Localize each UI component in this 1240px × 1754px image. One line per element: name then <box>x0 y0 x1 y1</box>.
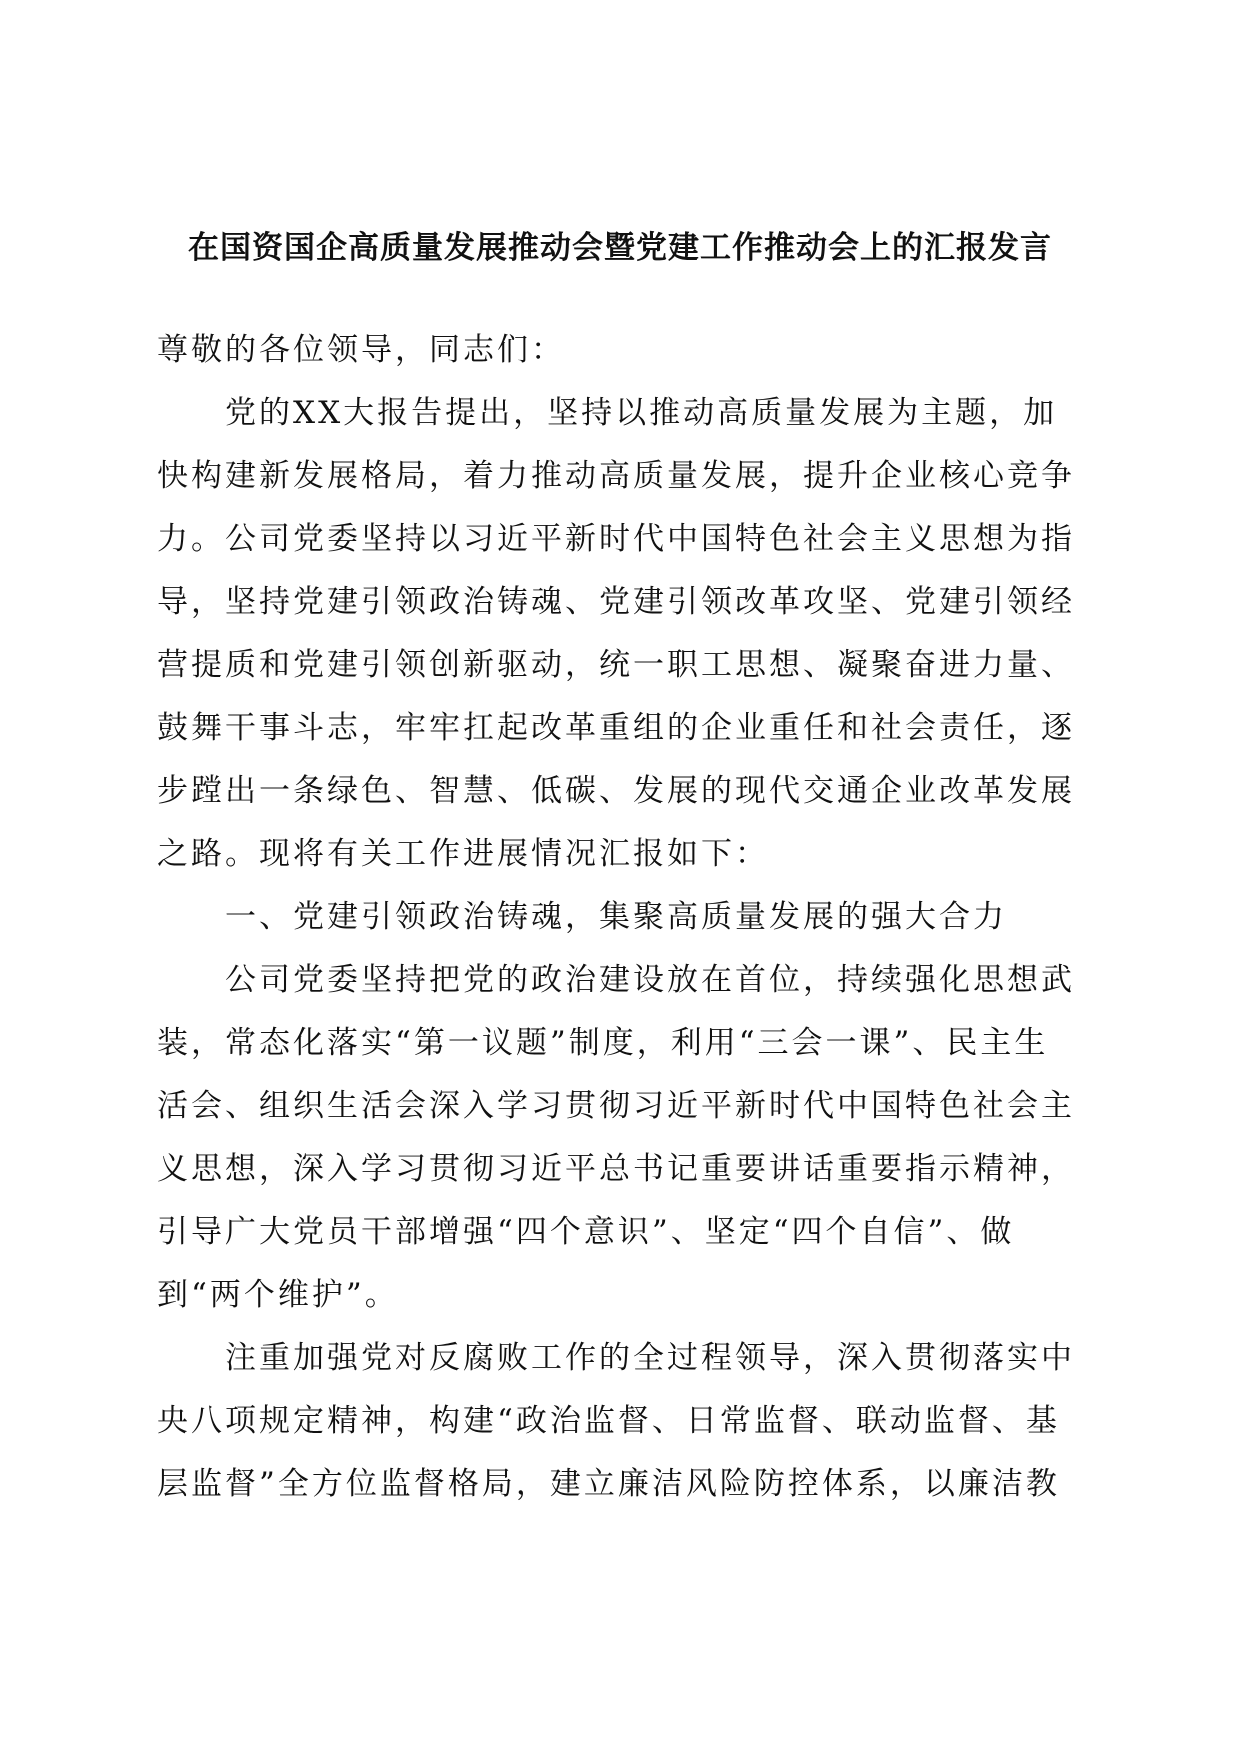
document-title: 在国资国企高质量发展推动会暨党建工作推动会上的汇报发言 <box>188 230 1052 266</box>
paragraph-political: 公司党委坚持把党的政治建设放在首位，持续强化思想武装，常态化落实“第一议题”制度，利用“三会一课”、民主生活会、组织生活会深入学习贯彻习近平新时代中国特色社会主义思想，深入学习贯彻习近平总书记重要讲话重要指示精神，引导广大党员干部增强“四个意识”、坚定“四个自信”、做到“两个维护”。 <box>157 962 1075 1313</box>
document-body <box>157 319 1077 1516</box>
paragraph-intro: 党的XX大报告提出，坚持以推动高质量发展为主题，加快构建新发展格局，着力推动高质量发展，提升企业核心竞争力。公司党委坚持以习近平新时代中国特色社会主义思想为指导，坚持党建引领政治铸魂、党建引领改革攻坚、党建引领经营提质和党建引领创新驱动，统一职工思想、凝聚奋进力量、鼓舞干事斗志，牢牢扛起改革重组的企业重任和社会责任，逐步蹚出一条绿色、智慧、低碳、发展的现代交通企业改革发展之路。现将有关工作进展情况汇报如下： <box>157 395 1075 872</box>
salutation: 尊敬的各位领导，同志们： <box>157 332 565 368</box>
section-heading-1: 一、党建引领政治铸魂，集聚高质量发展的强大合力 <box>225 899 1007 935</box>
paragraph-anticorruption: 注重加强党对反腐败工作的全过程领导，深入贯彻落实中央八项规定精神，构建“政治监督、日常监督、联动监督、基层监督”全方位监督格局，建立廉洁风险防控体系，以廉洁教 <box>157 1340 1075 1502</box>
